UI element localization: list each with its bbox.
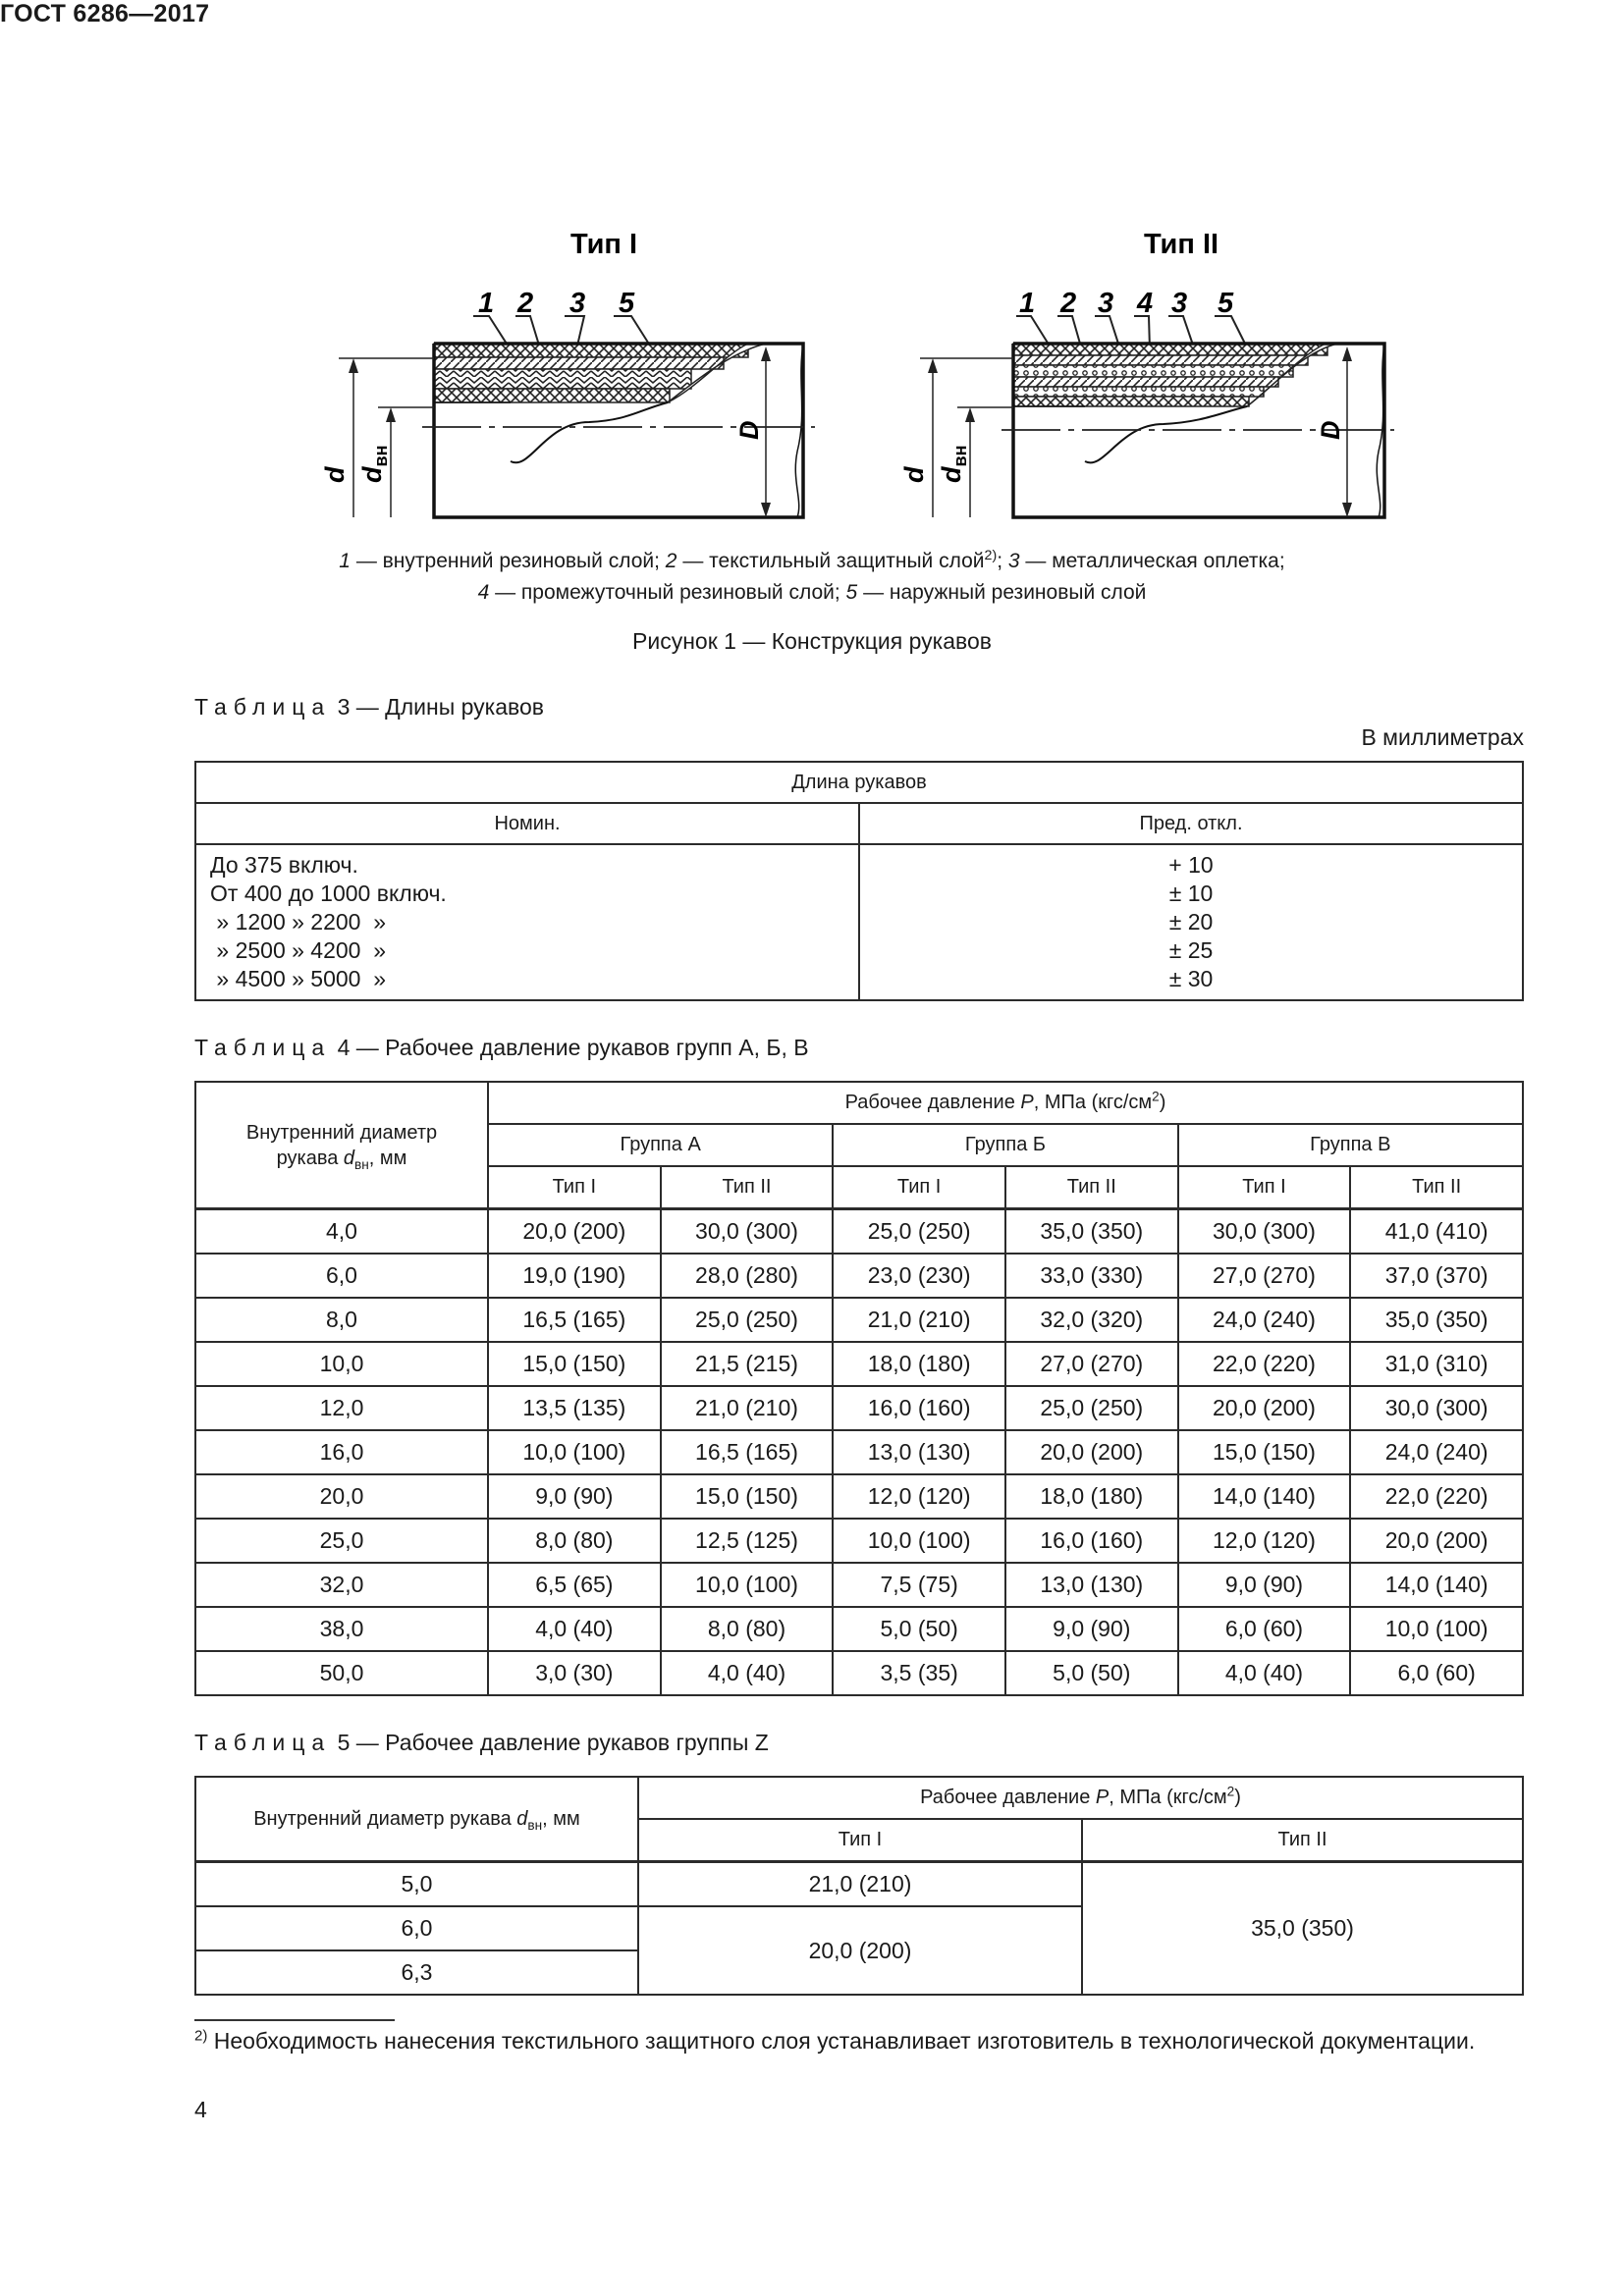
table4-value-cell: 5,0 (50): [1005, 1651, 1178, 1695]
type1-drawing: [320, 229, 815, 517]
table4-value-cell: 3,5 (35): [833, 1651, 1005, 1695]
table3-deviation-cell: + 10 ± 10 ± 20 ± 25 ± 30: [859, 844, 1523, 1000]
table4-value-cell: 16,0 (160): [833, 1386, 1005, 1430]
type1-dim-D: D: [734, 420, 764, 440]
table4-value-cell: 24,0 (240): [1178, 1298, 1351, 1342]
table4-value-cell: 10,0 (100): [1350, 1607, 1523, 1651]
table4-diameter-cell: 20,0: [195, 1474, 488, 1519]
table3-hose-lengths: [194, 761, 1524, 1001]
type2-dim-D: D: [1316, 420, 1345, 440]
table4-value-cell: 24,0 (240): [1350, 1430, 1523, 1474]
table-row: [195, 1386, 1523, 1430]
table5-col-diameter: Внутренний диаметр рукава $d_{вн}$, мм: [195, 1777, 638, 1862]
type2-drawing: [899, 229, 1394, 517]
table-row: [195, 1519, 1523, 1563]
table-row: [195, 1298, 1523, 1342]
table4-diameter-cell: 50,0: [195, 1651, 488, 1695]
table5-type2-cell: 35,0 (350): [1082, 1862, 1523, 1996]
table-row: [195, 1254, 1523, 1298]
table4-value-cell: 13,0 (130): [1005, 1563, 1178, 1607]
table4-value-cell: 14,0 (140): [1178, 1474, 1351, 1519]
table4-diameter-cell: 4,0: [195, 1209, 488, 1255]
table4-value-cell: 13,0 (130): [833, 1430, 1005, 1474]
table-row: [195, 1474, 1523, 1519]
type2-label-3b: 3: [1171, 288, 1188, 319]
table4-col-diameter: Внутренний диаметр рукава $d_{вн}$, мм: [195, 1082, 488, 1209]
table4-value-cell: 10,0 (100): [488, 1430, 661, 1474]
table-row: [195, 1563, 1523, 1607]
type1-dim-d: d: [320, 466, 350, 483]
table4-value-cell: 21,0 (210): [833, 1298, 1005, 1342]
table4-value-cell: 37,0 (370): [1350, 1254, 1523, 1298]
table3-col-deviation: Пред. откл.: [859, 803, 1523, 844]
table4-value-cell: 41,0 (410): [1350, 1209, 1523, 1255]
table4-value-cell: 12,5 (125): [661, 1519, 834, 1563]
type1-dim-dvn: $d_{вн}$: [357, 445, 391, 483]
type2-title: Тип II: [1143, 229, 1219, 260]
table4-value-cell: 30,0 (300): [1178, 1209, 1351, 1255]
table3-units: В миллиметрах: [1361, 724, 1524, 750]
table4-working-pressure: [194, 1081, 1524, 1696]
table4-value-cell: 10,0 (100): [661, 1563, 834, 1607]
table3-header-group: Длина рукавов: [195, 762, 1523, 803]
table4-value-cell: 8,0 (80): [488, 1519, 661, 1563]
table5-col-type2: Тип II: [1082, 1819, 1523, 1862]
table4-value-cell: 4,0 (40): [488, 1607, 661, 1651]
table-row: [195, 1342, 1523, 1386]
table4-value-cell: 32,0 (320): [1005, 1298, 1178, 1342]
table4-value-cell: 22,0 (220): [1350, 1474, 1523, 1519]
table4-value-cell: 25,0 (250): [833, 1209, 1005, 1255]
type1-label-1: 1: [478, 288, 495, 319]
table4-value-cell: 4,0 (40): [1178, 1651, 1351, 1695]
table4-type-header: Тип II: [661, 1166, 834, 1209]
table4-value-cell: 9,0 (90): [1005, 1607, 1178, 1651]
table5-type1-cell: 20,0 (200): [638, 1906, 1082, 1995]
table4-col-pressure: Рабочее давление P, МПа $(кгс/см^2)$: [488, 1082, 1523, 1124]
table4-value-cell: 13,5 (135): [488, 1386, 661, 1430]
table5-working-pressure-z: [194, 1776, 1524, 1996]
table3-col-nominal: Номин.: [195, 803, 859, 844]
table4-diameter-cell: 8,0: [195, 1298, 488, 1342]
table4-caption: Таблица 4 — Рабочее давление рукавов групп А, Б, В: [194, 1035, 809, 1060]
table4-value-cell: 15,0 (150): [488, 1342, 661, 1386]
figure-caption: Рисунок 1 — Конструкция рукавов: [632, 628, 992, 654]
document-header: ГОСТ 6286—2017: [0, 0, 210, 27]
table-row: [195, 1430, 1523, 1474]
table4-value-cell: 30,0 (300): [1350, 1386, 1523, 1430]
table4-type-header: Тип I: [488, 1166, 661, 1209]
type1-label-3: 3: [569, 288, 586, 319]
table4-value-cell: 14,0 (140): [1350, 1563, 1523, 1607]
figure-legend-line1: 1 — внутренний резиновый слой; 2 — текстильный защитный слой$^{2)}$; 3 — металлическая оплетка;: [339, 548, 1285, 572]
type2-dim-dvn: $d_{вн}$: [937, 445, 970, 483]
table4-value-cell: 15,0 (150): [1178, 1430, 1351, 1474]
type2-label-5: 5: [1218, 288, 1234, 319]
table3-nominal-cell: До 375 включ. От 400 до 1000 включ. » 1200 » 2200 » » 2500 » 4200 » » 4500 » 5000 »: [195, 844, 859, 1000]
table4-value-cell: 20,0 (200): [1350, 1519, 1523, 1563]
table4-value-cell: 7,5 (75): [833, 1563, 1005, 1607]
table-row: [195, 1651, 1523, 1695]
table3-caption: Таблица 3 — Длины рукавов: [194, 694, 544, 720]
table4-value-cell: 3,0 (30): [488, 1651, 661, 1695]
table4-value-cell: 15,0 (150): [661, 1474, 834, 1519]
table4-diameter-cell: 12,0: [195, 1386, 488, 1430]
table4-group-v: Группа В: [1178, 1124, 1523, 1166]
type2-label-3a: 3: [1098, 288, 1114, 319]
table4-value-cell: 25,0 (250): [1005, 1386, 1178, 1430]
table4-value-cell: 33,0 (330): [1005, 1254, 1178, 1298]
table4-value-cell: 5,0 (50): [833, 1607, 1005, 1651]
table4-value-cell: 16,5 (165): [488, 1298, 661, 1342]
table4-value-cell: 16,5 (165): [661, 1430, 834, 1474]
table4-value-cell: 12,0 (120): [833, 1474, 1005, 1519]
table4-value-cell: 20,0 (200): [1178, 1386, 1351, 1430]
table4-type-header: Тип II: [1350, 1166, 1523, 1209]
table4-value-cell: 12,0 (120): [1178, 1519, 1351, 1563]
table4-type-header: Тип I: [833, 1166, 1005, 1209]
table4-value-cell: 20,0 (200): [488, 1209, 661, 1255]
table5-caption: Таблица 5 — Рабочее давление рукавов группы Z: [194, 1730, 769, 1755]
table5-diameter-cell: 6,3: [195, 1950, 638, 1995]
type2-dim-d: d: [899, 466, 929, 483]
table4-type-header: Тип I: [1178, 1166, 1351, 1209]
type2-label-4: 4: [1137, 288, 1154, 319]
table4-diameter-cell: 32,0: [195, 1563, 488, 1607]
type1-label-5: 5: [619, 288, 635, 319]
table4-value-cell: 18,0 (180): [1005, 1474, 1178, 1519]
table4-value-cell: 31,0 (310): [1350, 1342, 1523, 1386]
table5-col-type1: Тип I: [638, 1819, 1082, 1862]
type1-label-2: 2: [517, 288, 534, 319]
table4-value-cell: 23,0 (230): [833, 1254, 1005, 1298]
table4-group-a: Группа А: [488, 1124, 833, 1166]
table4-value-cell: 9,0 (90): [1178, 1563, 1351, 1607]
table4-value-cell: 20,0 (200): [1005, 1430, 1178, 1474]
page-number: 4: [194, 2097, 207, 2122]
table5-type1-cell: 21,0 (210): [638, 1862, 1082, 1907]
figure-legend-line2: 4 — промежуточный резиновый слой; 5 — наружный резиновый слой: [477, 581, 1147, 604]
table4-value-cell: 21,5 (215): [661, 1342, 834, 1386]
table4-value-cell: 8,0 (80): [661, 1607, 834, 1651]
table4-value-cell: 6,0 (60): [1350, 1651, 1523, 1695]
type1-title: Тип I: [569, 229, 638, 260]
type2-label-1: 1: [1019, 288, 1036, 319]
table-row: [195, 1607, 1523, 1651]
table4-value-cell: 28,0 (280): [661, 1254, 834, 1298]
table4-value-cell: 27,0 (270): [1005, 1342, 1178, 1386]
table-row: [195, 1209, 1523, 1255]
table4-value-cell: 21,0 (210): [661, 1386, 834, 1430]
table4-diameter-cell: 16,0: [195, 1430, 488, 1474]
table4-type-header: Тип II: [1005, 1166, 1178, 1209]
table5-diameter-cell: 5,0: [195, 1862, 638, 1907]
table4-diameter-cell: 10,0: [195, 1342, 488, 1386]
table4-value-cell: 35,0 (350): [1005, 1209, 1178, 1255]
type2-label-2: 2: [1060, 288, 1077, 319]
table4-value-cell: 10,0 (100): [833, 1519, 1005, 1563]
footnote: $^{2)}$ Необходимость нанесения текстильного защитного слоя устанавливает изготовитель в технологической документации.: [194, 2027, 1476, 2054]
table4-value-cell: 9,0 (90): [488, 1474, 661, 1519]
hose-construction-figure: [0, 0, 1624, 609]
table5-diameter-cell: 6,0: [195, 1906, 638, 1950]
table4-value-cell: 4,0 (40): [661, 1651, 834, 1695]
table4-value-cell: 25,0 (250): [661, 1298, 834, 1342]
table4-value-cell: 27,0 (270): [1178, 1254, 1351, 1298]
table4-value-cell: 16,0 (160): [1005, 1519, 1178, 1563]
table4-group-b: Группа Б: [833, 1124, 1177, 1166]
table4-value-cell: 6,0 (60): [1178, 1607, 1351, 1651]
table4-value-cell: 22,0 (220): [1178, 1342, 1351, 1386]
table4-diameter-cell: 25,0: [195, 1519, 488, 1563]
table4-diameter-cell: 6,0: [195, 1254, 488, 1298]
footnote-rule: [194, 2019, 395, 2021]
table5-col-pressure: Рабочее давление P, МПа $(кгс/см^2)$: [638, 1777, 1523, 1819]
table4-value-cell: 18,0 (180): [833, 1342, 1005, 1386]
table4-value-cell: 6,5 (65): [488, 1563, 661, 1607]
table4-value-cell: 35,0 (350): [1350, 1298, 1523, 1342]
table4-value-cell: 19,0 (190): [488, 1254, 661, 1298]
table4-value-cell: 30,0 (300): [661, 1209, 834, 1255]
table4-diameter-cell: 38,0: [195, 1607, 488, 1651]
